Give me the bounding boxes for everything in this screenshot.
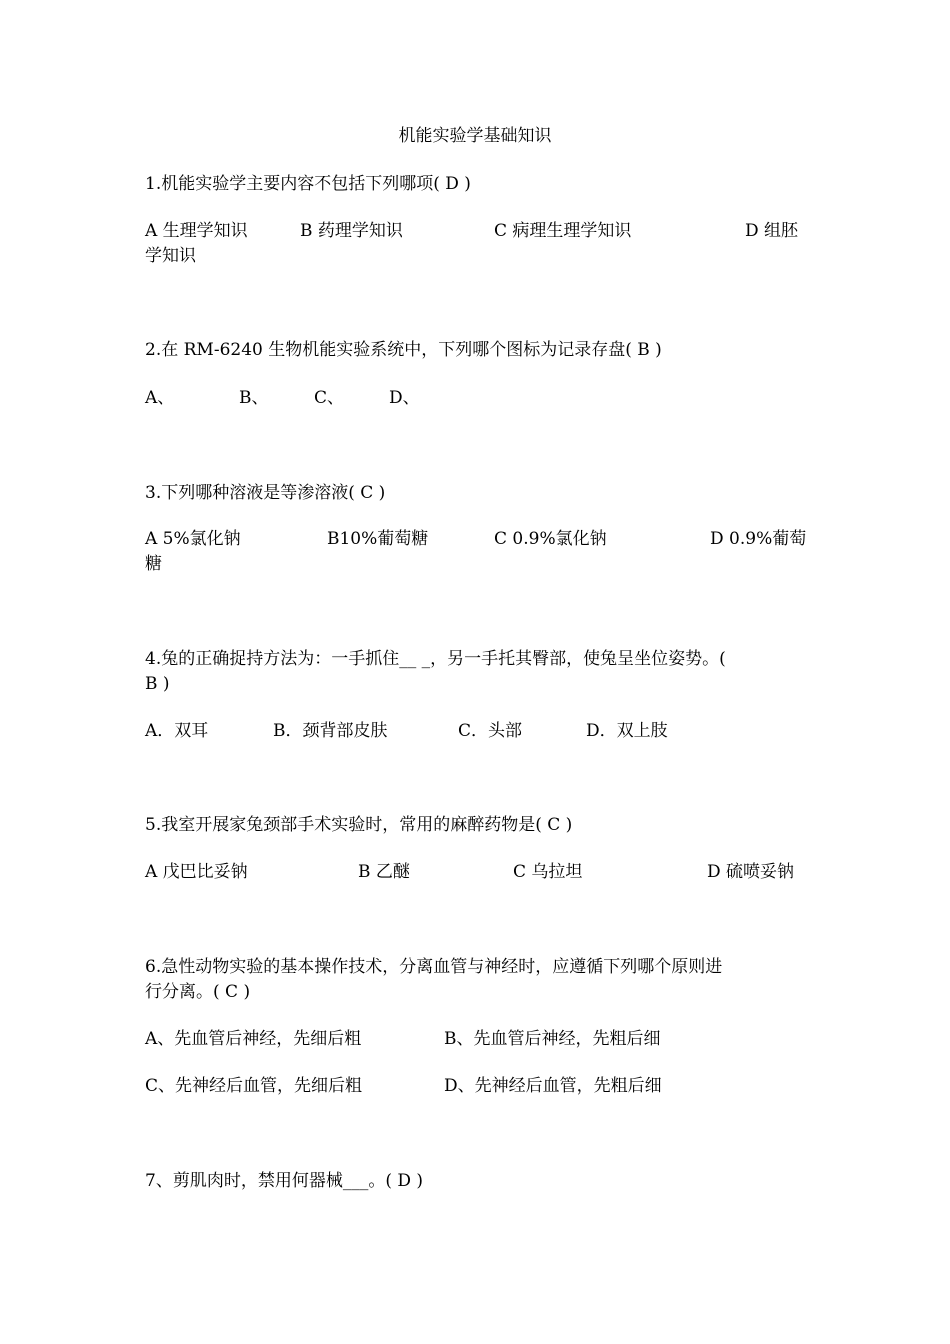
question-1-option-d-cont: 学知识 <box>145 246 196 266</box>
question-4-stem: 4.兔的正确捉持方法为：一手抓住__ _，另一手托其臀部，使兔呈坐位姿势。( <box>145 649 726 669</box>
question-5-option-a: A 戊巴比妥钠 <box>145 862 248 882</box>
question-4-option-c: C．头部 <box>458 721 523 741</box>
question-1-option-a: A 生理学知识 <box>145 221 248 241</box>
question-4-stem-cont: B ) <box>145 674 170 694</box>
question-4-option-d: D．双上肢 <box>586 721 668 741</box>
question-6-option-a: A、先血管后神经，先细后粗 <box>145 1029 362 1049</box>
question-1-option-b: B 药理学知识 <box>300 221 403 241</box>
question-1-option-d: D 组胚 <box>745 221 799 241</box>
question-6-option-b: B、先血管后神经，先粗后细 <box>444 1029 661 1049</box>
question-4-option-a: A．双耳 <box>145 721 209 741</box>
question-2-option-c: C、 <box>314 388 345 408</box>
question-3-option-b: B10%葡萄糖 <box>327 529 429 549</box>
question-5-stem: 5.我室开展家兔颈部手术实验时，常用的麻醉药物是( C ) <box>145 815 573 835</box>
question-2-option-b: B、 <box>239 388 269 408</box>
question-7-stem: 7、剪肌肉时，禁用何器械___。( D ) <box>145 1171 424 1191</box>
question-3-option-c: C 0.9%氯化钠 <box>494 529 607 549</box>
question-3-option-d: D 0.9%葡萄 <box>710 529 807 549</box>
question-4-option-b: B．颈背部皮肤 <box>273 721 388 741</box>
question-2-stem: 2.在 RM-6240 生物机能实验系统中，下列哪个图标为记录存盘( B ) <box>145 340 662 360</box>
question-2-option-d: D、 <box>389 388 420 408</box>
question-1-option-c: C 病理生理学知识 <box>494 221 632 241</box>
question-6-option-c: C、先神经后血管，先细后粗 <box>145 1076 363 1096</box>
question-3-option-a: A 5%氯化钠 <box>145 529 241 549</box>
question-1-stem: 1.机能实验学主要内容不包括下列哪项( D ) <box>145 174 471 194</box>
question-3-stem: 3.下列哪种溶液是等渗溶液( C ) <box>145 483 386 503</box>
question-2-option-a: A、 <box>145 388 175 408</box>
document-title: 机能实验学基础知识 <box>398 126 552 146</box>
question-5-option-b: B 乙醚 <box>358 862 410 882</box>
question-3-option-d-cont: 糖 <box>145 554 162 574</box>
question-6-stem-cont: 行分离。( C ) <box>145 982 251 1002</box>
question-6-stem: 6.急性动物实验的基本操作技术，分离血管与神经时，应遵循下列哪个原则进 <box>145 957 723 977</box>
question-6-option-d: D、先神经后血管，先粗后细 <box>444 1076 662 1096</box>
question-5-option-c: C 乌拉坦 <box>513 862 583 882</box>
question-5-option-d: D 硫喷妥钠 <box>707 862 795 882</box>
